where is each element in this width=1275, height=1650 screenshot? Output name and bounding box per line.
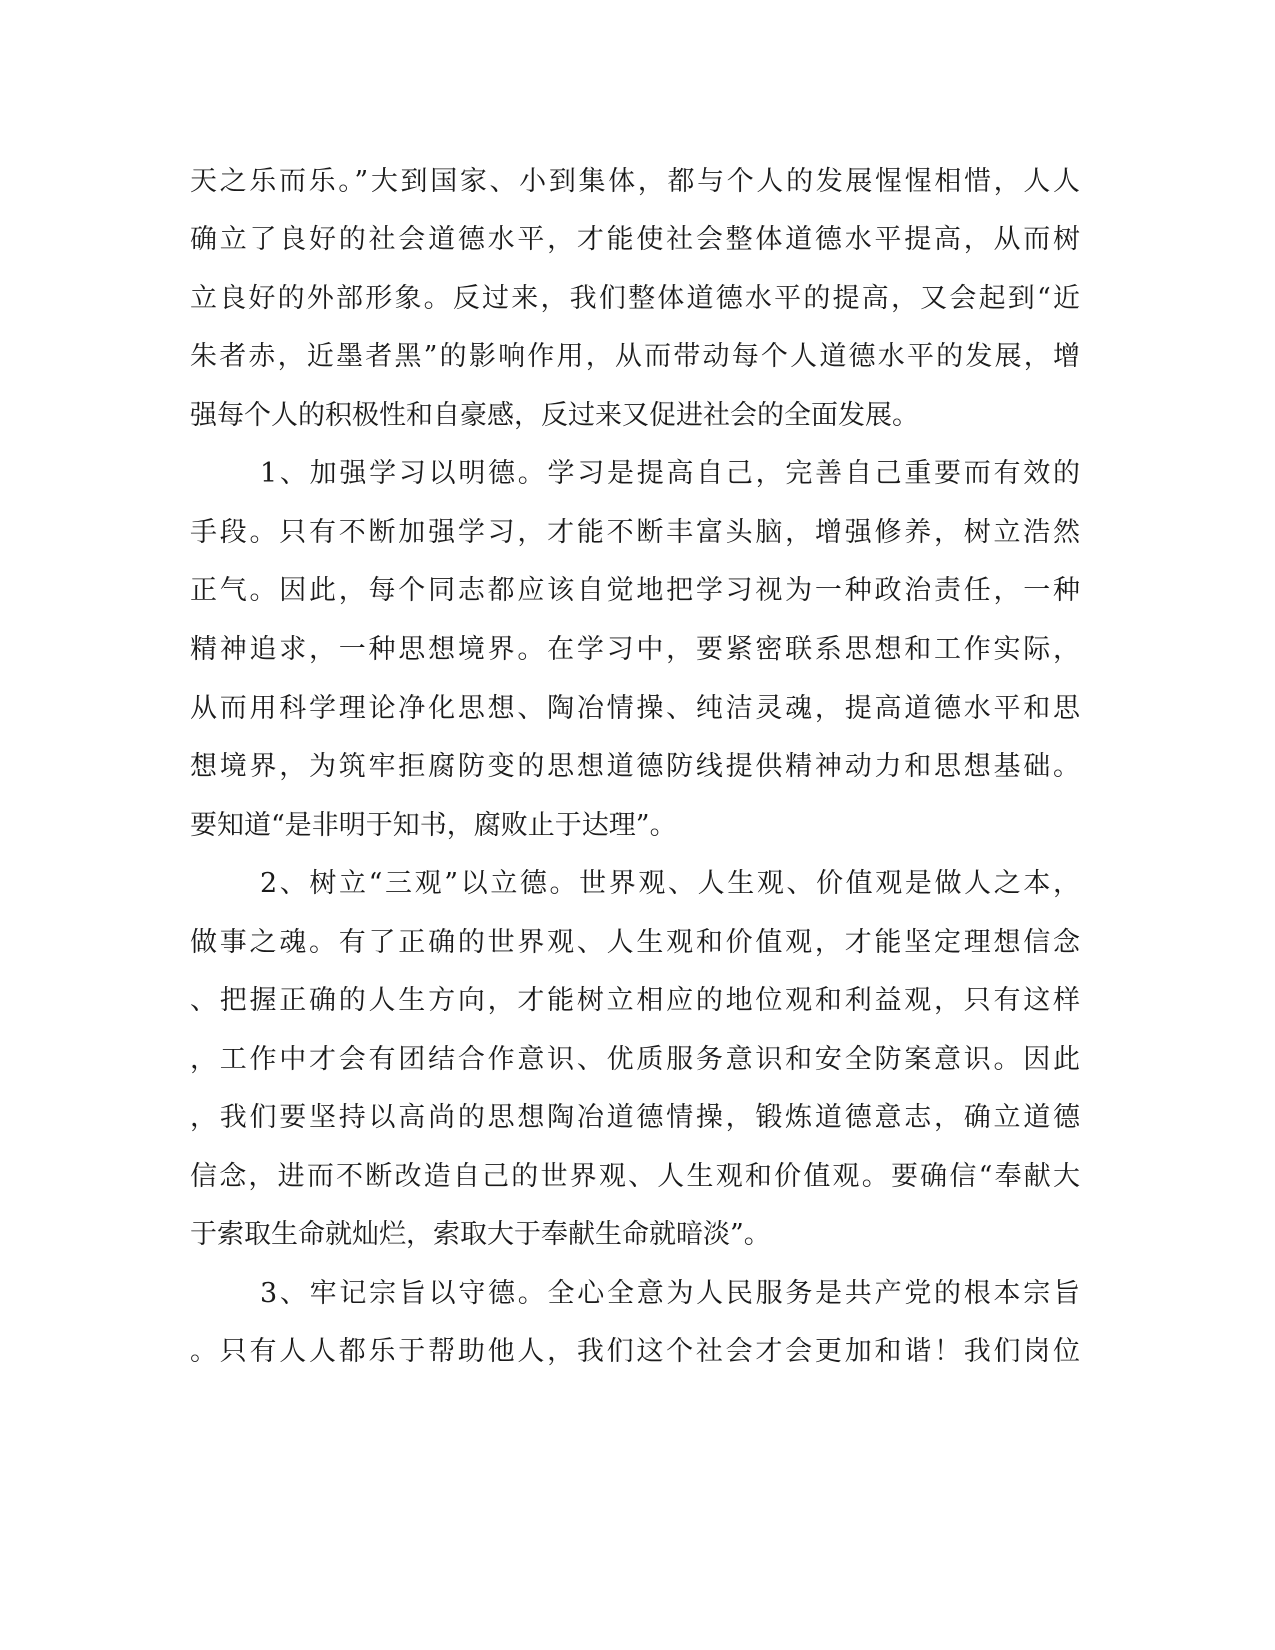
- text-line: 手段。只有不断加强学习，才能不断丰富头脑，增强修养，树立浩然: [190, 517, 1080, 548]
- paragraph-heading-line: 3、牢记宗旨以守德。全心全意为人民服务是共产党的根本宗旨: [260, 1278, 1080, 1309]
- text-line: ，工作中才会有团结合作意识、优质服务意识和安全防案意识。因此: [190, 1044, 1080, 1075]
- text-line: 立良好的外部形象。反过来，我们整体道德水平的提高，又会起到“近: [190, 283, 1080, 314]
- text-line: 正气。因此，每个同志都应该自觉地把学习视为一种政治责任，一种: [190, 575, 1080, 606]
- paragraph-heading-line: 1、加强学习以明德。学习是提高自己，完善自己重要而有效的: [260, 458, 1080, 489]
- text-line: 要知道“是非明于知书，腐败止于达理”。: [190, 810, 677, 841]
- text-line: 做事之魂。有了正确的世界观、人生观和价值观，才能坚定理想信念: [190, 927, 1080, 958]
- text-line: 想境界，为筑牢拒腐防变的思想道德防线提供精神动力和思想基础。: [190, 751, 1080, 782]
- text-line: 。只有人人都乐于帮助他人，我们这个社会才会更加和谐！我们岗位: [190, 1336, 1080, 1367]
- text-line: 精神追求，一种思想境界。在学习中，要紧密联系思想和工作实际，: [190, 634, 1080, 665]
- text-line: 天之乐而乐。”大到国家、小到集体，都与个人的发展惺惺相惜，人人: [190, 166, 1080, 197]
- text-line: 、把握正确的人生方向，才能树立相应的地位观和利益观，只有这样: [190, 985, 1080, 1016]
- paragraph-heading-line: 2、树立“三观”以立德。世界观、人生观、价值观是做人之本，: [260, 868, 1080, 899]
- text-line: 信念，进而不断改造自己的世界观、人生观和价值观。要确信“奉献大: [190, 1161, 1080, 1192]
- text-line: 强每个人的积极性和自豪感，反过来又促进社会的全面发展。: [190, 400, 919, 431]
- text-line: 确立了良好的社会道德水平，才能使社会整体道德水平提高，从而树: [190, 224, 1080, 255]
- text-line: 从而用科学理论净化思想、陶冶情操、纯洁灵魂，提高道德水平和思: [190, 693, 1080, 724]
- text-line: 于索取生命就灿烂，索取大于奉献生命就暗淡”。: [190, 1219, 771, 1250]
- text-line: ，我们要坚持以高尚的思想陶冶道德情操，锻炼道德意志，确立道德: [190, 1102, 1080, 1133]
- text-line: 朱者赤，近墨者黑”的影响作用，从而带动每个人道德水平的发展，增: [190, 341, 1080, 372]
